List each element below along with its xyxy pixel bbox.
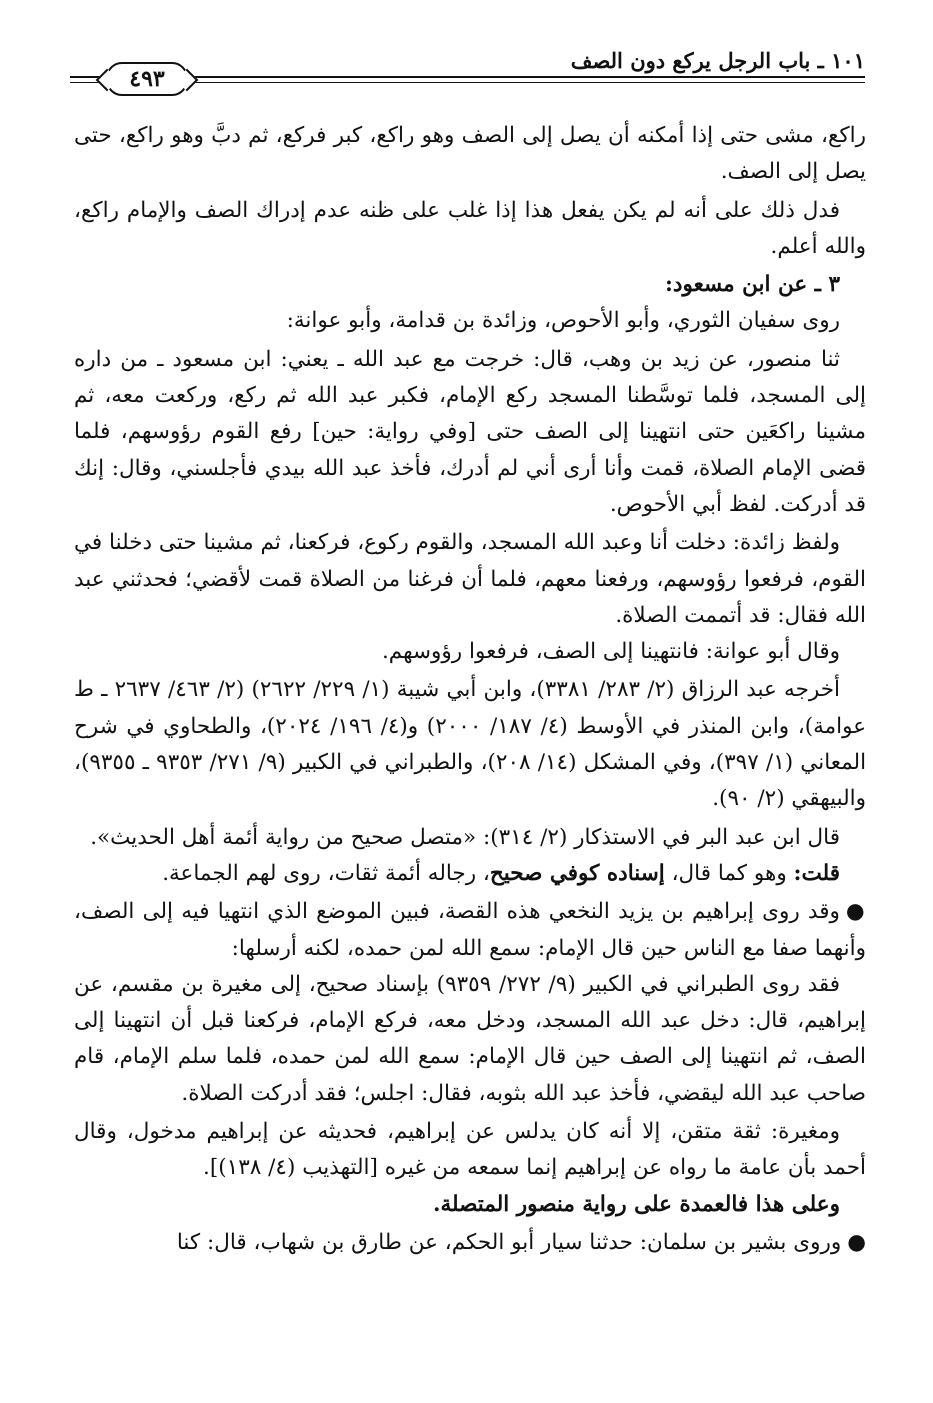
paragraph: فقد روى الطبراني في الكبير (٩/ ٢٧٢/ ٩٣٥٩) بإسناد صحيح، إلى مغيرة بن مقسم، عن إبراهيم، قال: دخل عبد الله المسجد، ودخل معه، فركع الإمام، فركعنا قبل أن انتهينا إلى الصف، ثم انتهينا إلى الصف حين قال الإمام: سمع الله لمن حمده، فلما سلم الإمام، قام صاحب عبد الله ليقضي، فأخذ عبد الله بثوبه، فقال: اجلس؛ فقد أدركت الصلاة. bbox=[74, 971, 866, 1106]
page-body bbox=[74, 118, 866, 1261]
page-header bbox=[70, 42, 865, 98]
paragraph bbox=[74, 894, 866, 967]
bold-text-run: إسناده كوفي صحيح bbox=[489, 860, 665, 886]
paragraph bbox=[74, 856, 866, 892]
text-run: وهو كما قال، bbox=[664, 860, 794, 886]
bullet-marker: ● bbox=[847, 1229, 866, 1255]
page-number-frame bbox=[106, 62, 188, 96]
text-run: وقد روى إبراهيم بن يزيد النخعي هذه القصة، فبين الموضع الذي انتهيا فيه إلى الصف، وأنهما صفا مع الناس حين قال الإمام: سمع الله لمن حمده، لكنه أرسلها: bbox=[74, 899, 866, 961]
header-rule bbox=[188, 76, 865, 78]
paragraph: راكع، مشى حتى إذا أمكنه أن يصل إلى الصف وهو راكع، كبر فركع، ثم دبَّ وهو راكع، حتى يصل إلى الصف. bbox=[74, 123, 866, 185]
paragraph: فدل ذلك على أنه لم يكن يفعل هذا إذا غلب على ظنه عدم إدراك الصف والإمام راكع، والله أعلم. bbox=[74, 197, 866, 259]
paragraph: ولفظ زائدة: دخلت أنا وعبد الله المسجد، والقوم ركوع، فركعنا، ثم مشينا حتى دخلنا في القوم، فرفعوا رؤوسهم، ورفعنا معهم، فلما أن فرغنا من الصلاة قمت لأقضي؛ فحدثني عبد الله فقال: قد أتممت الصلاة. bbox=[74, 530, 866, 628]
section-heading: ٣ ـ عن ابن مسعود: bbox=[664, 272, 840, 298]
paragraph: وقال أبو عوانة: فانتهينا إلى الصف، فرفعوا رؤوسهم. bbox=[381, 639, 840, 665]
bullet-marker: ● bbox=[845, 899, 866, 925]
paragraph: قال ابن عبد البر في الاستذكار (٢/ ٣١٤): «متصل صحيح من رواية أئمة أهل الحديث». bbox=[90, 824, 840, 850]
text-run: ، رجاله أئمة ثقات، روى لهم الجماعة. bbox=[162, 860, 490, 886]
paragraph: وعلى هذا فالعمدة على رواية منصور المتصلة. bbox=[433, 1191, 840, 1217]
note-lead: قلت: bbox=[793, 860, 840, 886]
text-run: وروى بشير بن سلمان: حدثنا سيار أبو الحكم، عن طارق بن شهاب، قال: كنا bbox=[176, 1229, 842, 1255]
paragraph: ومغيرة: ثقة متقن، إلا أنه كان يدلس عن إبراهيم، فحديثه عن إبراهيم مدخول، وقال أحمد بأن عامة ما رواه عن إبراهيم إنما سمعه من غيره [التهذيب (٤/ ١٣٨)]. bbox=[74, 1119, 866, 1181]
citation-paragraph: أخرجه عبد الرزاق (٢/ ٢٨٣/ ٣٣٨١)، وابن أبي شيبة (١/ ٢٢٩/ ٢٦٢٢) (٢/ ٤٦٣/ ٢٦٣٧ ـ ط عوامة)، وابن المنذر في الأوسط (٤/ ١٨٧/ ٢٠٠٠) و(٤/ ١٩٦/ ٢٠٢٤)، والطحاوي في شرح المعاني (١/ ٣٩٧)، وفي المشكل (١٤/ ٢٠٨)، والطبراني في الكبير (٩/ ٢٧١/ ٩٣٥٣ ـ ٩٣٥٥)، والبيهقي (٢/ ٩٠). bbox=[74, 677, 867, 812]
chapter-title: ١٠١ ـ باب الرجل يركع دون الصف bbox=[570, 48, 865, 73]
paragraph: روى سفيان الثوري، وأبو الأحوص، وزائدة بن قدامة، وأبو عوانة: bbox=[286, 308, 840, 334]
page-number: ٤٩٣ bbox=[129, 66, 165, 92]
paragraph bbox=[74, 1225, 866, 1261]
header-rule bbox=[188, 82, 865, 83]
paragraph: ثنا منصور، عن زيد بن وهب، قال: خرجت مع عبد الله ـ يعني: ابن مسعود ـ من داره إلى المسجد، فلما توسَّطنا المسجد ركع الإمام، فكبر عبد الله ثم ركع، وركعت معه، ثم مشينا راكعَين حتى انتهينا إلى الصف حتى [وفي رواية: حين] رفع القوم رؤوسهم، فلما قضى الإمام الصلاة، قمت وأنا أرى أني لم أدرك، فأخذ عبد الله بيدي فأجلسني، وقال: إنك قد أدركت. لفظ أبي الأحوص. bbox=[74, 346, 866, 517]
